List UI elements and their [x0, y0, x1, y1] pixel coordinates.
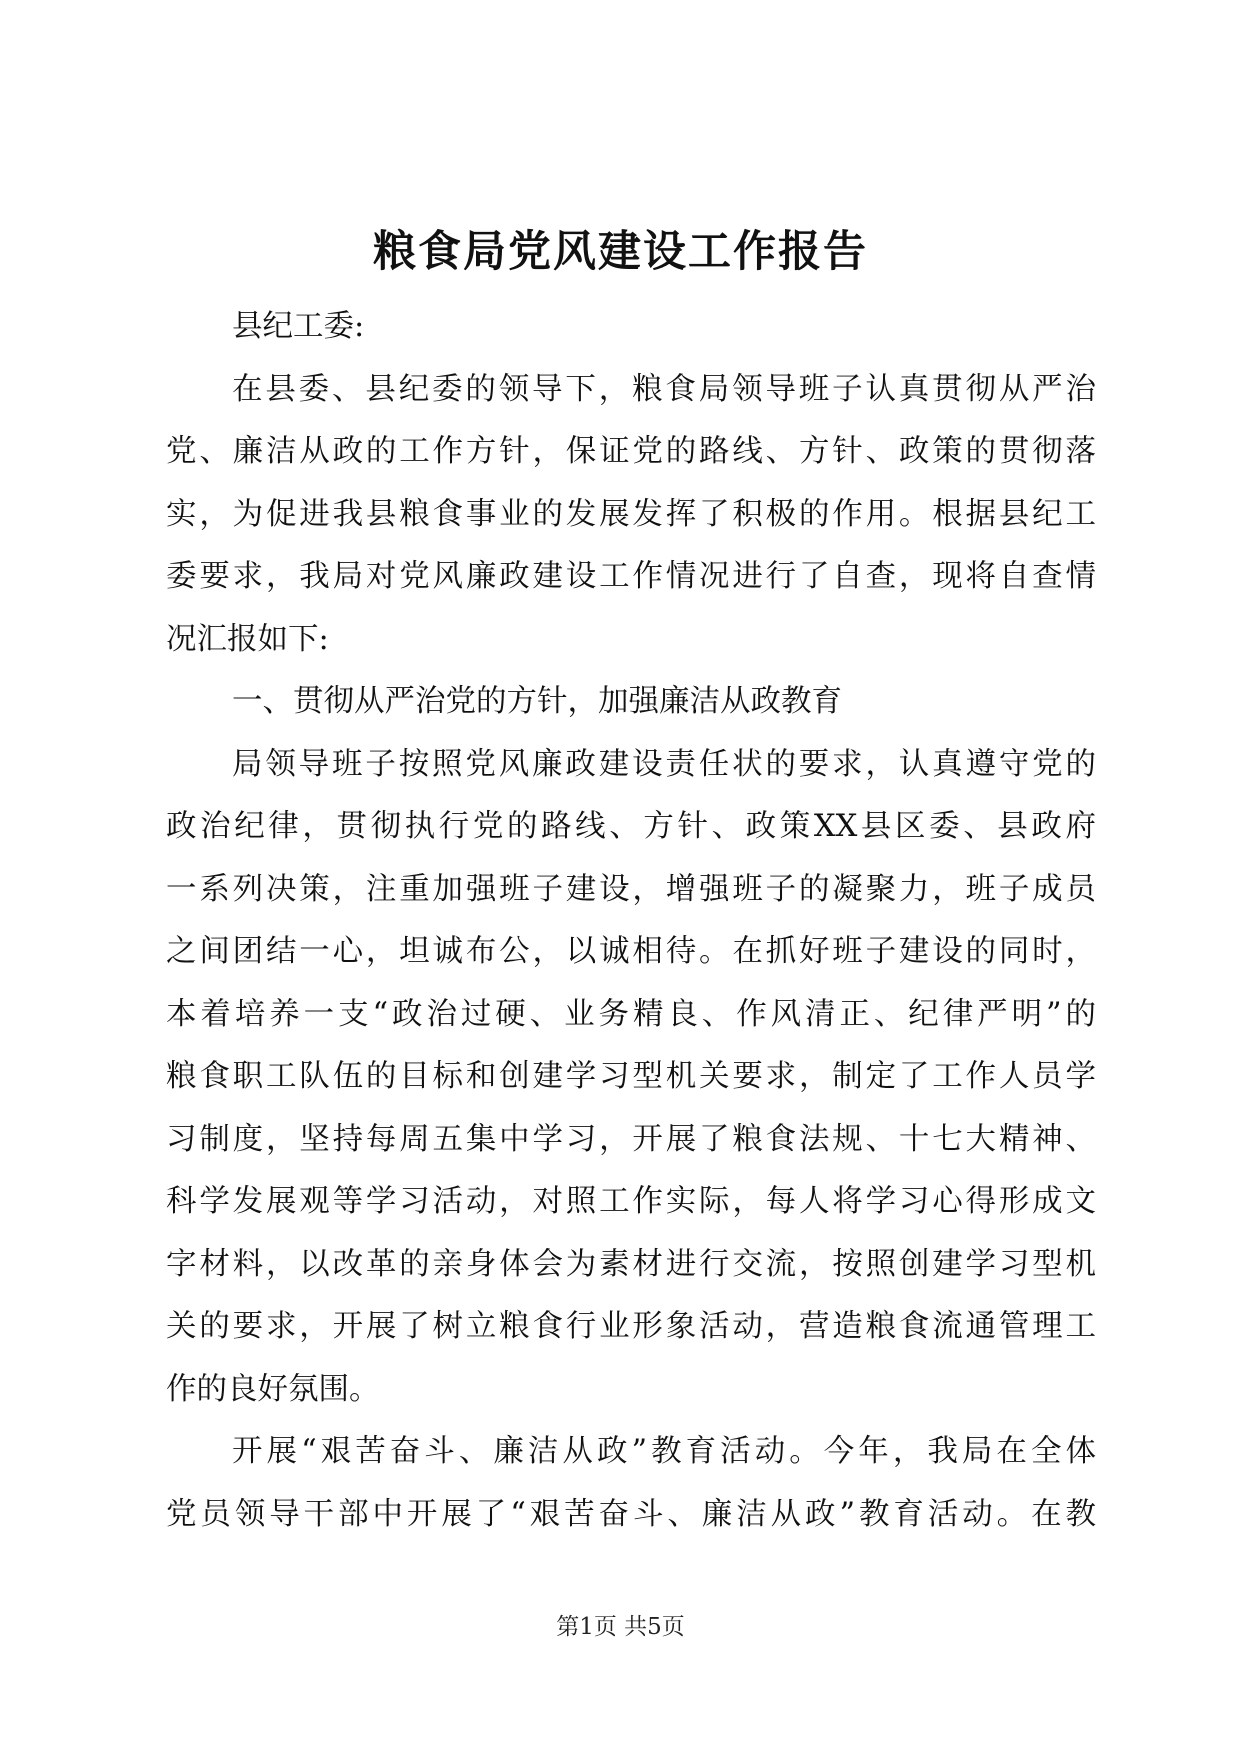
paragraph-line: 字材料，以改革的亲身体会为素材进行交流，按照创建学习型机: [166, 1246, 1096, 1282]
paragraph-line: 局领导班子按照党风廉政建设责任状的要求，认真遵守党的: [232, 746, 1096, 782]
paragraph-line: 政治纪律，贯彻执行党的路线、方针、政策XX县区委、县政府: [166, 809, 1096, 844]
paragraph-line: 习制度，坚持每周五集中学习，开展了粮食法规、十七大精神、: [166, 1121, 1096, 1157]
section-heading: 一、贯彻从严治党的方针，加强廉洁从政教育: [232, 684, 842, 719]
paragraph-line: 实，为促进我县粮食事业的发展发挥了积极的作用。根据县纪工: [166, 496, 1096, 532]
salutation-line: 县纪工委:: [232, 309, 365, 344]
paragraph-line: 党、廉洁从政的工作方针，保证党的路线、方针、政策的贯彻落: [166, 434, 1096, 469]
paragraph-line: 委要求，我局对党风廉政建设工作情况进行了自查，现将自查情: [166, 559, 1096, 594]
document-body: [166, 296, 1096, 1546]
paragraph-line: 之间团结一心，坦诚布公，以诚相待。在抓好班子建设的同时，: [166, 934, 1096, 969]
paragraph-line: 关的要求，开展了树立粮食行业形象活动，营造粮食流通管理工: [166, 1309, 1096, 1344]
paragraph-line: 本着培养一支“政治过硬、业务精良、作风清正、纪律严明”的: [166, 996, 1096, 1032]
page-number-footer: 第1页 共5页: [556, 1614, 685, 1640]
paragraph-line: 作的良好氛围。: [166, 1371, 380, 1407]
document-title: 粮食局党风建设工作报告: [373, 227, 868, 277]
paragraph-line: 粮食职工队伍的目标和创建学习型机关要求，制定了工作人员学: [166, 1059, 1096, 1094]
paragraph-line: 党员领导干部中开展了“艰苦奋斗、廉洁从政”教育活动。在教: [166, 1496, 1096, 1532]
paragraph-line: 一系列决策，注重加强班子建设，增强班子的凝聚力，班子成员: [166, 871, 1096, 907]
paragraph-line: 开展“艰苦奋斗、廉洁从政”教育活动。今年，我局在全体: [232, 1434, 1096, 1469]
paragraph-line: 况汇报如下:: [166, 621, 329, 657]
paragraph-line: 科学发展观等学习活动，对照工作实际，每人将学习心得形成文: [166, 1184, 1096, 1219]
paragraph-line: 在县委、县纪委的领导下，粮食局领导班子认真贯彻从严治: [232, 371, 1096, 407]
